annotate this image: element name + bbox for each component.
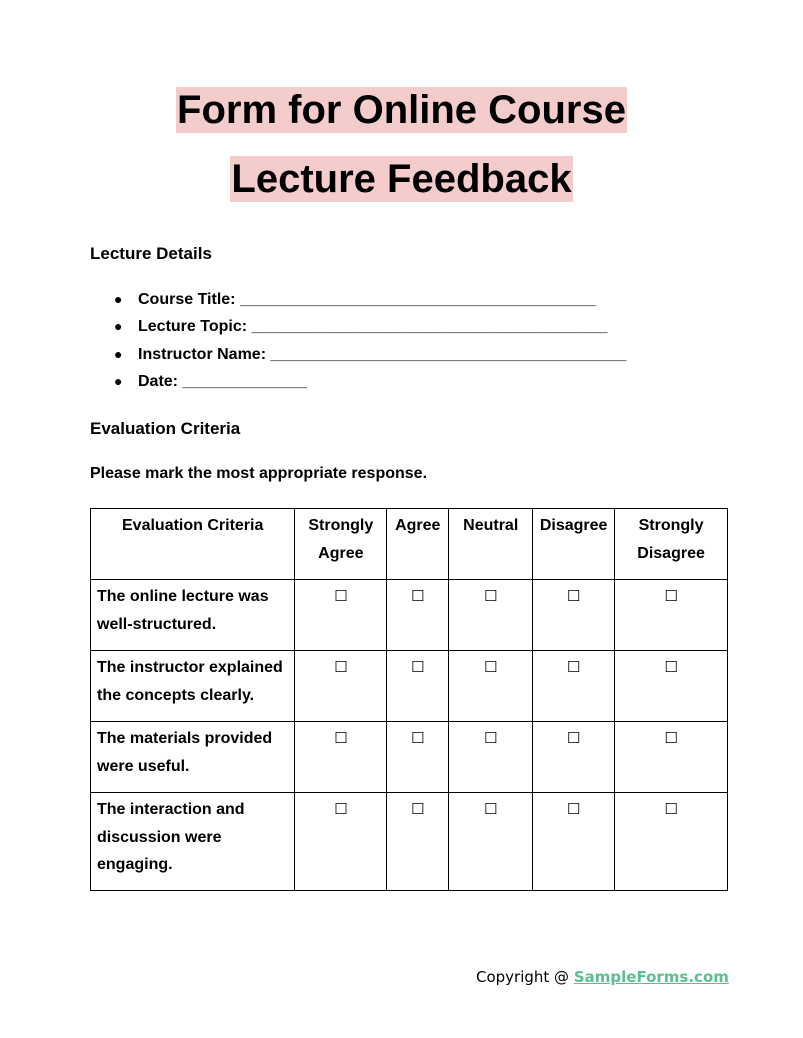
checkbox-neutral[interactable]: ☐ [449,580,533,651]
footer-copyright [476,968,729,986]
field-label: Instructor Name: [138,345,267,363]
sampleforms-link[interactable]: SampleForms.com [573,968,729,986]
criterion-text: The interaction and discussion were engaging. [91,793,295,891]
field-blank[interactable]: ______________ [182,373,308,391]
checkbox-strongly-agree[interactable]: ☐ [295,651,387,722]
evaluation-table [90,508,728,891]
checkbox-agree[interactable]: ☐ [387,651,449,722]
checkbox-strongly-disagree[interactable]: ☐ [615,722,728,793]
lecture-details-heading: Lecture Details [90,244,212,263]
bullet-icon: ● [114,291,123,307]
checkbox-strongly-agree[interactable]: ☐ [295,722,387,793]
bullet-icon: ● [114,373,123,390]
header-criteria: Evaluation Criteria [91,509,295,580]
checkbox-strongly-disagree[interactable]: ☐ [615,793,728,891]
checkbox-agree[interactable]: ☐ [387,793,449,891]
evaluation-criteria-heading: Evaluation Criteria [90,419,241,438]
checkbox-neutral[interactable]: ☐ [449,793,533,891]
page-title-line-2: Lecture Feedback [231,157,572,201]
checkbox-strongly-agree[interactable]: ☐ [295,580,387,651]
instructions-text: Please mark the most appropriate response. [90,465,428,482]
header-strongly-disagree: Strongly Disagree [615,509,728,580]
header-strongly-agree: Strongly Agree [295,509,387,580]
copyright-text: Copyright @ [476,968,574,986]
field-label: Lecture Topic: [138,318,248,336]
checkbox-strongly-disagree[interactable]: ☐ [615,651,728,722]
title-line-1-wrap [0,87,803,133]
title-line-2-wrap [0,156,803,202]
table-row [91,651,728,722]
checkbox-agree[interactable]: ☐ [387,580,449,651]
lecture-details-list [90,286,626,396]
criterion-text: The materials provided were useful. [91,722,295,793]
field-blank[interactable]: ________________________________________ [239,291,596,308]
bullet-icon: ● [114,318,123,335]
table-row [91,722,728,793]
field-instructor-name[interactable] [90,341,626,368]
header-agree: Agree [387,509,449,580]
bullet-icon: ● [114,345,123,362]
field-date[interactable] [90,368,626,395]
checkbox-agree[interactable]: ☐ [387,722,449,793]
criterion-text: The online lecture was well-structured. [91,580,295,651]
field-course-title[interactable] [90,286,626,313]
checkbox-neutral[interactable]: ☐ [449,651,533,722]
field-label: Date: [138,373,179,391]
page-title-line-1: Form for Online Course [177,88,626,132]
field-blank[interactable]: ________________________________________ [251,318,608,336]
table-row [91,793,728,891]
field-label: Course Title: [138,291,236,308]
header-disagree: Disagree [533,509,615,580]
criterion-text: The instructor explained the concepts clearly. [91,651,295,722]
header-neutral: Neutral [449,509,533,580]
checkbox-neutral[interactable]: ☐ [449,722,533,793]
field-blank[interactable]: ________________________________________ [270,345,627,363]
checkbox-disagree[interactable]: ☐ [533,651,615,722]
checkbox-disagree[interactable]: ☐ [533,580,615,651]
field-lecture-topic[interactable] [90,313,626,340]
table-row [91,580,728,651]
checkbox-strongly-disagree[interactable]: ☐ [615,580,728,651]
checkbox-disagree[interactable]: ☐ [533,793,615,891]
table-header-row [91,509,728,580]
checkbox-disagree[interactable]: ☐ [533,722,615,793]
checkbox-strongly-agree[interactable]: ☐ [295,793,387,891]
